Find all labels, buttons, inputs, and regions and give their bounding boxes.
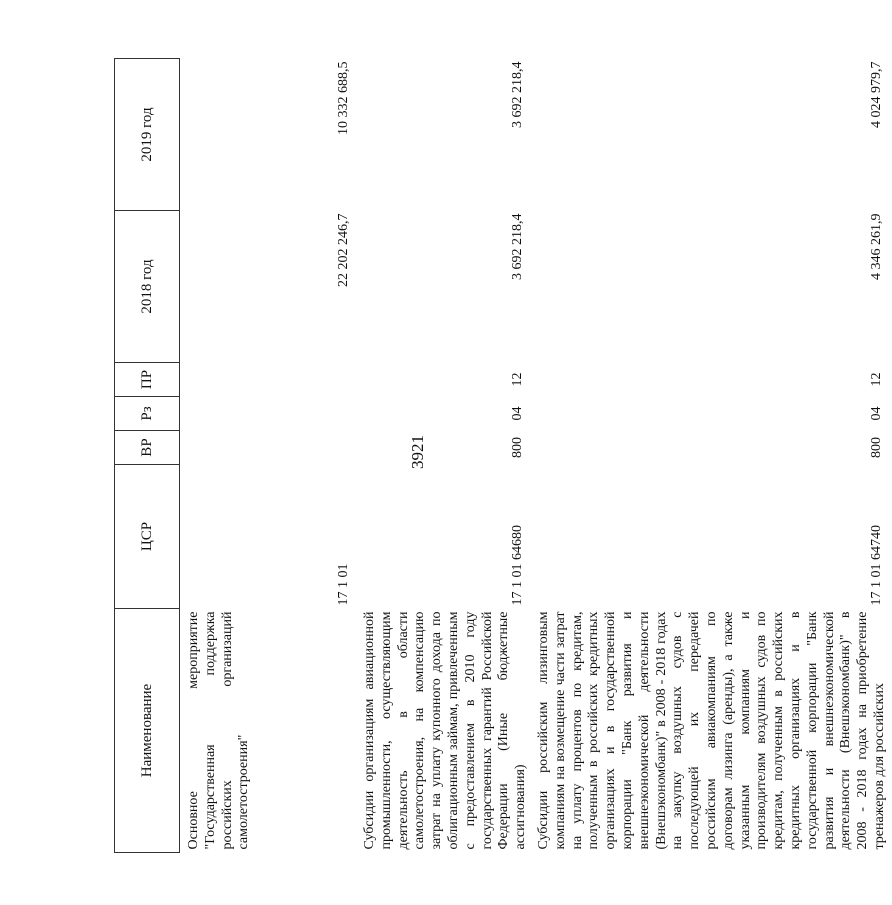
row-name: Субсидии российским лизинговым компаниям на возмещение части затрат на уплату процентов по кредитам, полученным в российских кредитных организациях и в государственной корпорации "Банк развития и внешнеэкономической деятельности (Внешэкономбанк)" в 2008 - 2018 годах на закупку воздушных судов с последующей их передачей российским авиакомпаниям по договорам лизинга (аренды), а также указанным компаниям и производителям воздушных судов по кредитам, полученным в российских кредитных организациях и в государственной корпорации "Банк развития и внешнеэкономической деятельности (Внешэкономбанк)" в 2008 - 2018 годах на приобретение тренажеров для российских: [535, 611, 887, 850]
row-csr: 17 1 01 64680: [510, 525, 526, 606]
header-name: Наименование: [115, 609, 180, 853]
row-csr: 17 1 01 64740: [868, 525, 884, 606]
table-row: [359, 59, 533, 853]
row-2018: 4 346 261,9: [868, 213, 884, 280]
budget-table-sheet: [114, 59, 887, 853]
row-pr: [180, 363, 360, 397]
row-2019: 4 024 979,7: [868, 61, 884, 128]
row-rz: 04: [510, 406, 526, 421]
table-row: [533, 59, 892, 853]
row-2019: 3 692 218,4: [510, 61, 526, 128]
row-pr: 12: [868, 372, 884, 387]
row-csr: 17 1 01: [336, 563, 352, 606]
row-vr: 800: [868, 437, 884, 458]
header-2019: 2019 год: [115, 59, 180, 211]
row-vr: 800: [510, 437, 526, 458]
row-2018: 3 692 218,4: [510, 213, 526, 280]
header-csr: ЦСР: [115, 465, 180, 609]
row-pr: 12: [510, 372, 526, 387]
row-2019: 10 332 688,5: [336, 61, 352, 135]
page-number: 3921: [408, 435, 427, 469]
row-name: Субсидии организациям авиационной промышленности, осуществляющим деятельность в области самолетостроения, на компенсацию затрат на уплату купонного дохода по облигационным займам, привлеченным с предоставлением в 2010 году государственных гарантий Российской Федерации (Иные бюджетные ассигнования): [362, 611, 529, 850]
row-vr: [180, 431, 360, 465]
row-rz: [180, 397, 360, 431]
table-header-row: [115, 59, 180, 853]
header-vr: ВР: [115, 431, 180, 465]
header-2018: 2018 год: [115, 211, 180, 363]
header-pr: ПР: [115, 363, 180, 397]
header-rz: Рз: [115, 397, 180, 431]
budget-table: [114, 58, 892, 853]
row-2018: 22 202 246,7: [336, 213, 352, 287]
row-name: Основное мероприятие "Государственная поддержка российских организаций самолетостроения": [186, 611, 252, 850]
table-row: [180, 59, 360, 853]
row-rz: 04: [868, 406, 884, 421]
